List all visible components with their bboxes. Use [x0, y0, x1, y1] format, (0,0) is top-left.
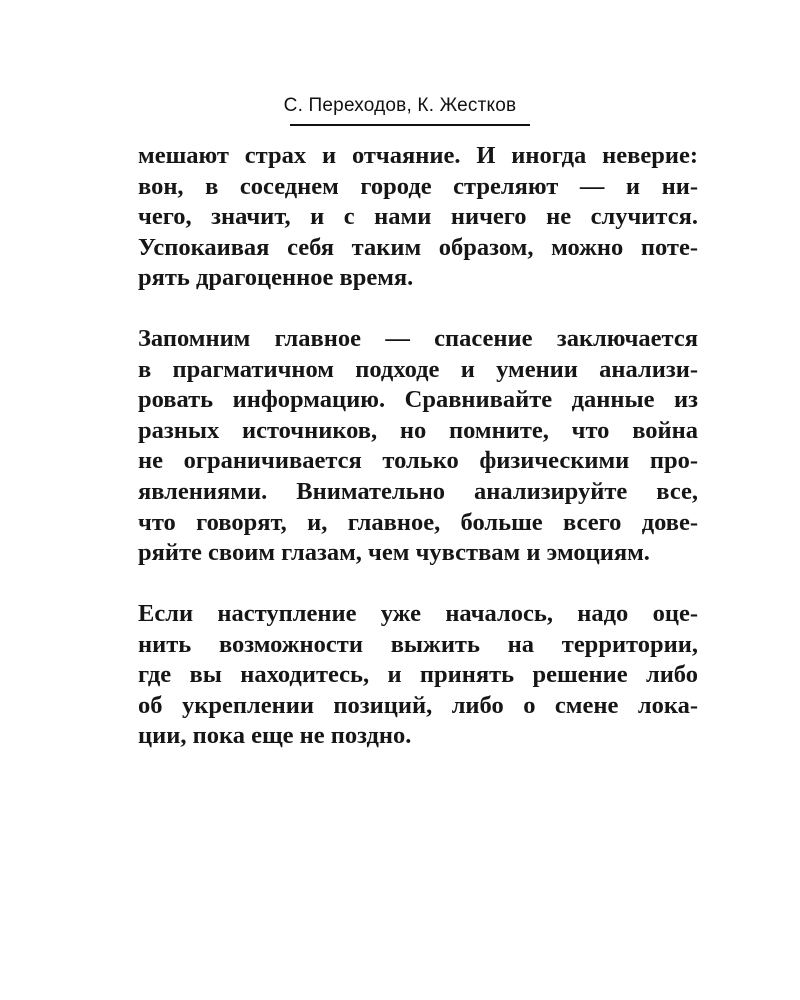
- text-line: об укреплении позиций, либо о смене лока-: [138, 691, 698, 719]
- text-line: Запомним главное — спасение заключается: [138, 325, 698, 352]
- text-line: мешают страх и отчаяние. И иногда неверие:: [138, 142, 698, 169]
- text-line: где вы находитесь, и принять решение либо: [138, 661, 698, 689]
- text-line: ряйте своим глазам, чем чувствам и эмоциям.: [138, 539, 650, 567]
- text-line: не ограничивается только физическими про-: [138, 447, 698, 475]
- text-line: вон, в соседнем городе стреляют — и ни-: [138, 172, 698, 200]
- text-line: что говорят, и, главное, больше всего дове-: [138, 508, 698, 536]
- running-title: С. Переходов, К. Жестков: [283, 95, 517, 116]
- header-underline: [290, 124, 530, 126]
- running-head: [0, 94, 800, 118]
- text-line: в прагматичном подходе и умении анализи-: [138, 355, 698, 383]
- text-line: чего, значит, и с нами ничего не случится.: [138, 203, 698, 231]
- text-line: рять драгоценное время.: [138, 264, 414, 292]
- text-line: Если наступление уже началось, надо оце-: [138, 600, 698, 627]
- text-line: явлениями. Внимательно анализируйте все,: [138, 477, 698, 505]
- text-line: Успокаивая себя таким образом, можно поте-: [138, 233, 698, 261]
- paragraph-2: [138, 324, 698, 569]
- text-line: нить возможности выжить на территории,: [138, 630, 698, 658]
- paragraph-1: [138, 141, 698, 294]
- paragraph-3: [138, 599, 698, 752]
- text-line: ции, пока еще не поздно.: [138, 722, 412, 750]
- text-line: разных источников, но помните, что война: [138, 416, 698, 444]
- text-line: ровать информацию. Сравнивайте данные из: [138, 386, 698, 414]
